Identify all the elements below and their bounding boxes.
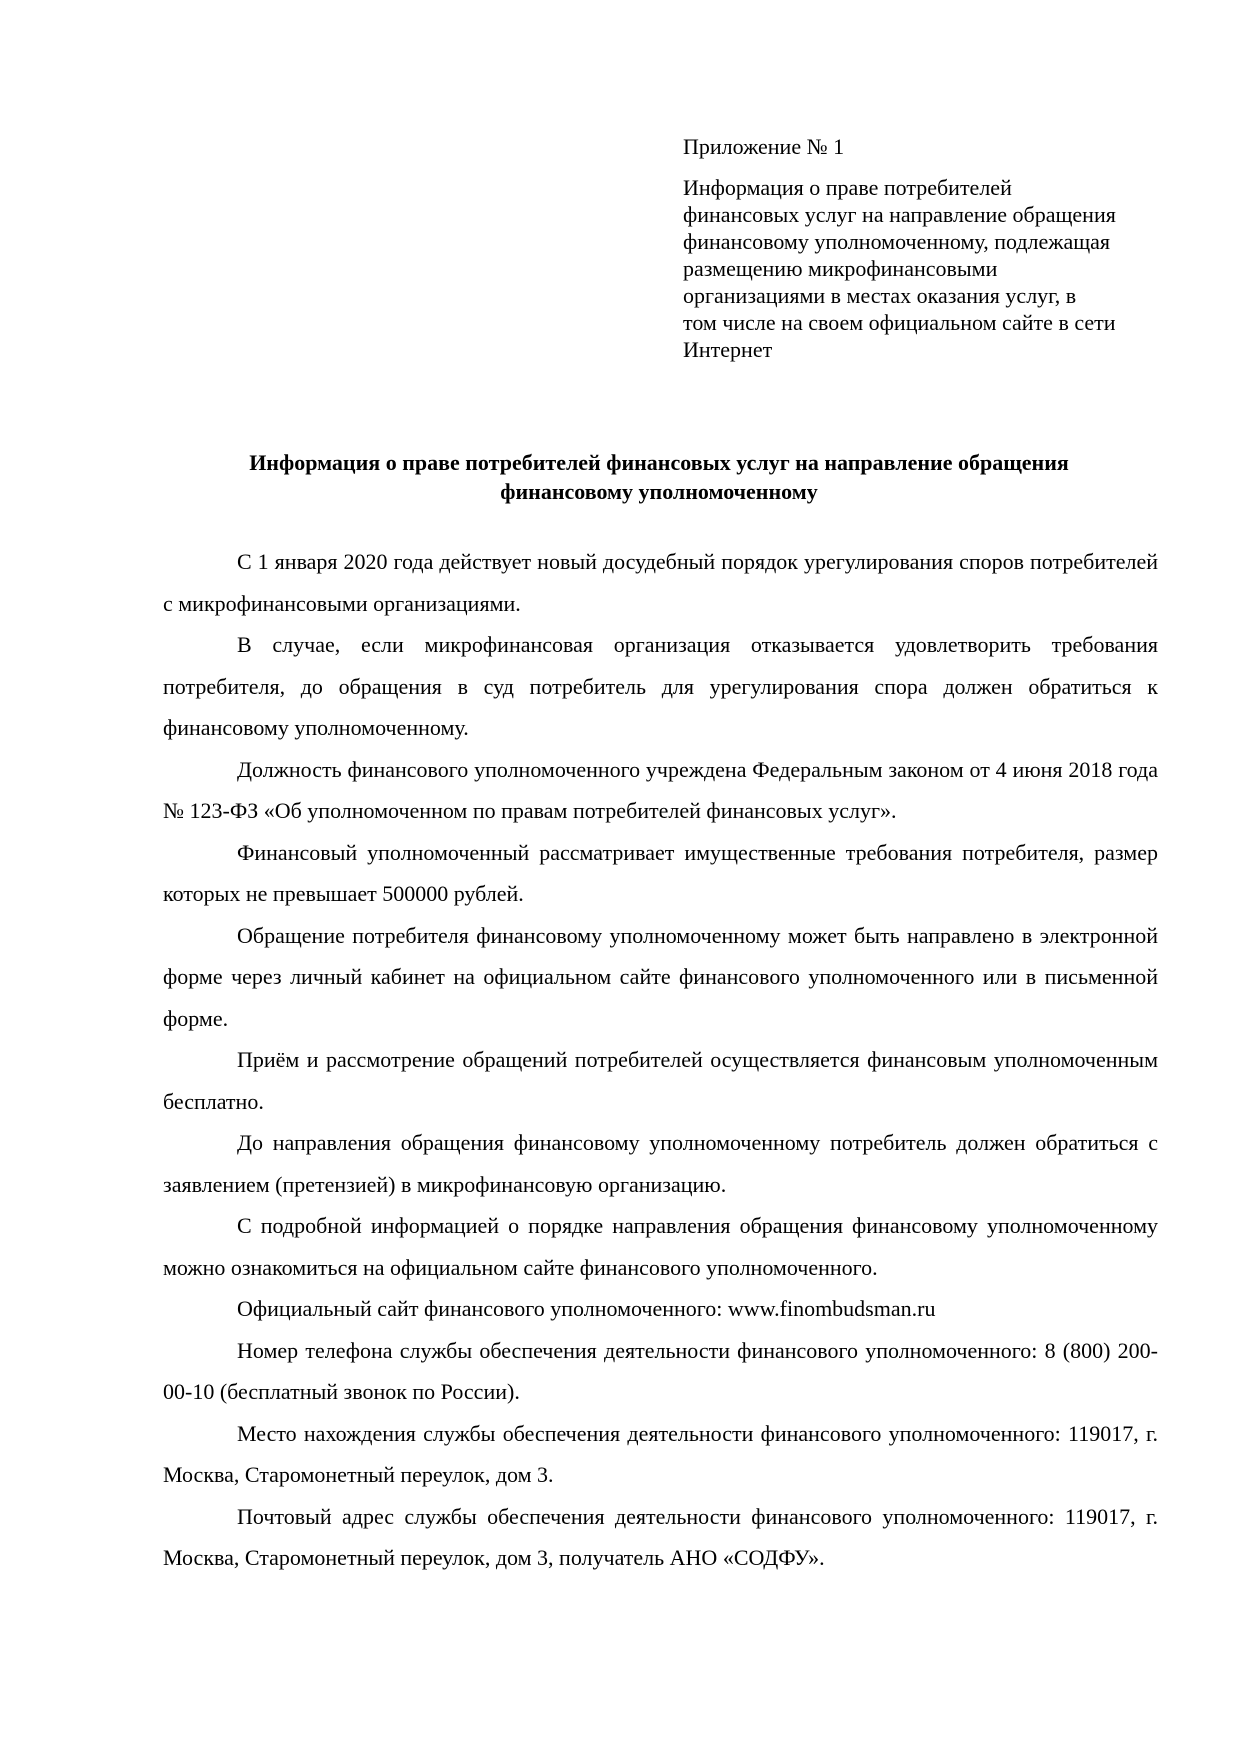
paragraph: Финансовый уполномоченный рассматривает имущественные требования потребителя, размер которых не превышает 500000 рублей. bbox=[163, 839, 1158, 906]
paragraph: С подробной информацией о порядке направления обращения финансовому уполномоченному можно ознакомиться на официальном сайте финансового уполномоченного. bbox=[163, 1213, 1158, 1280]
annex-block bbox=[683, 133, 1161, 363]
paragraph: Приём и рассмотрение обращений потребителей осуществляется финансовым уполномоченным бесплатно. bbox=[163, 1047, 1158, 1114]
annex-number: Приложение № 1 bbox=[683, 134, 845, 159]
paragraph: Должность финансового уполномоченного учреждена Федеральным законом от 4 июня 2018 года № 123-ФЗ «Об уполномоченном по правам потребителей финансовых услуг». bbox=[163, 756, 1158, 823]
paragraph-postal-address: Почтовый адрес службы обеспечения деятельности финансового уполномоченного: 119017, г. Москва, Старомонетный переулок, дом 3, получатель АНО «СОДФУ». bbox=[163, 1503, 1158, 1570]
paragraph: С 1 января 2020 года действует новый досудебный порядок урегулирования споров потребителей с микрофинансовыми организациями. bbox=[163, 549, 1158, 616]
paragraph: В случае, если микрофинансовая организация отказывается удовлетворить требования потребителя, до обращения в суд потребитель для урегулирования спора должен обратиться к финансовому уполномоченному. bbox=[163, 632, 1158, 740]
document-title: Информация о праве потребителей финансовых услуг на направление обращения финансовому уполномоченному bbox=[249, 450, 1069, 504]
paragraph-location: Место нахождения службы обеспечения деятельности финансового уполномоченного: 119017, г. Москва, Старомонетный переулок, дом 3. bbox=[163, 1420, 1158, 1487]
paragraph: До направления обращения финансовому уполномоченному потребитель должен обратиться с заявлением (претензией) в микрофинансовую организацию. bbox=[163, 1130, 1158, 1197]
paragraph-website: Официальный сайт финансового уполномоченного: www.finombudsman.ru bbox=[237, 1296, 936, 1321]
paragraph: Обращение потребителя финансовому уполномоченному может быть направлено в электронной форме через личный кабинет на официальном сайте финансового уполномоченного или в письменной форме. bbox=[163, 922, 1158, 1031]
annex-description: Информация о праве потребителей финансовых услуг на направление обращения финансовому уполномоченному, подлежащая размещению микрофинансовыми организациями в местах оказания услуг, в том числе на своем официальном сайте в сети Интернет bbox=[683, 175, 1116, 362]
paragraph-phone: Номер телефона службы обеспечения деятельности финансового уполномоченного: 8 (800) 200-00-10 (бесплатный звонок по России). bbox=[163, 1337, 1158, 1404]
document-body bbox=[163, 541, 1158, 1579]
